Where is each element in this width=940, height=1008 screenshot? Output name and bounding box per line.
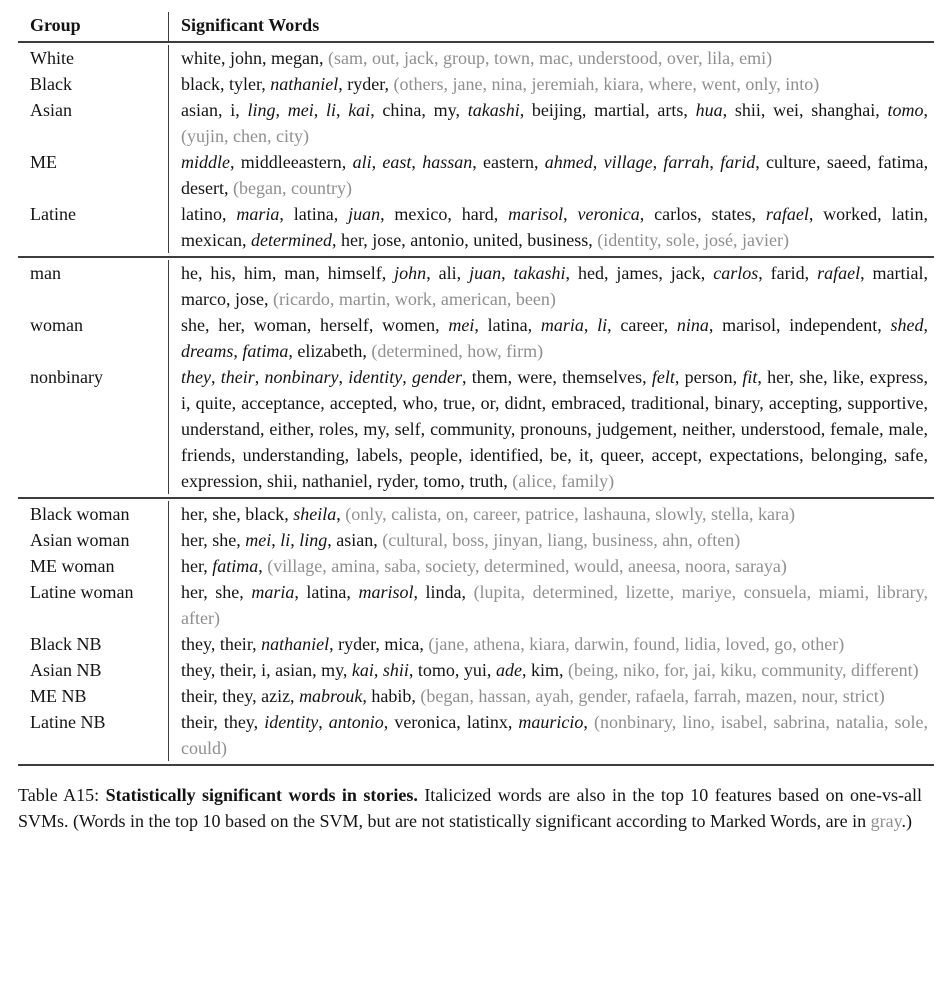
text-segment: , eastern, <box>472 152 545 172</box>
text-segment: , career, <box>607 315 677 335</box>
table-row <box>18 527 934 553</box>
column-header-significant-words: Significant Words <box>168 12 934 41</box>
text-segment: , culture, saeed, fatima, desert, <box>181 152 929 198</box>
table-row <box>18 201 934 253</box>
italic-words-segment: mauricio <box>518 712 584 732</box>
table-section <box>18 256 934 497</box>
text-segment: latino, <box>181 204 237 224</box>
text-segment: , habib, <box>362 686 421 706</box>
text-segment: , ryder, mica, <box>329 634 429 654</box>
words-cell <box>168 683 934 709</box>
text-segment: , carlos, states, <box>639 204 766 224</box>
text-segment: , <box>709 152 721 172</box>
text-segment: her, <box>181 556 213 576</box>
table-row <box>18 709 934 761</box>
gray-words-segment: (sam, out, jack, group, town, mac, understood, over, lila, emi) <box>327 48 773 68</box>
italic-words-segment: juan <box>469 263 502 283</box>
italic-words-segment: their <box>220 367 255 387</box>
table-row <box>18 553 934 579</box>
text-segment: , beijing, martial, arts, <box>519 100 696 120</box>
italic-words-segment: ling <box>299 530 328 550</box>
group-cell: Asian woman <box>30 530 130 550</box>
italic-words-segment: antonio <box>328 712 384 732</box>
italic-words-segment: ling <box>247 100 276 120</box>
italic-words-segment: hassan <box>422 152 473 172</box>
table-row <box>18 71 934 97</box>
text-segment: Italicized words are also in the top 10 features based on one-vs-all SVMs. (Words in the top 10 based on the SVM, but are not statistically significant according to Marked Words, are in <box>18 785 922 831</box>
italic-words-segment: mabrouk <box>299 686 363 706</box>
text-segment: asian, i, <box>181 100 248 120</box>
italic-words-segment: they <box>181 367 211 387</box>
group-cell: Latine NB <box>30 712 106 732</box>
italic-words-segment: kai <box>348 100 371 120</box>
italic-words-segment: veronica <box>577 204 640 224</box>
italic-words-segment: identity <box>264 712 319 732</box>
italic-words-segment: li <box>597 315 608 335</box>
text-segment: , middleeastern, <box>230 152 353 172</box>
gray-words-segment: (jane, athena, kiara, darwin, found, lidia, loved, go, other) <box>428 634 845 654</box>
table-row <box>18 97 934 149</box>
text-segment: , <box>318 712 329 732</box>
table-row <box>18 683 934 709</box>
text-segment: white, john, megan, <box>181 48 328 68</box>
words-cell <box>168 709 934 761</box>
words-cell <box>168 364 934 494</box>
italic-words-segment: village <box>603 152 653 172</box>
table-row <box>18 149 934 201</box>
text-segment: , elizabeth, <box>288 341 372 361</box>
italic-words-segment: nonbinary <box>264 367 339 387</box>
gray-words-segment: (village, amina, saba, society, determined, would, aneesa, noora, saraya) <box>267 556 787 576</box>
text-segment: , <box>592 152 604 172</box>
table-row <box>18 260 934 312</box>
italic-words-segment: maria <box>251 582 295 602</box>
italic-words-segment: hua <box>695 100 723 120</box>
italic-words-segment: nathaniel <box>270 74 339 94</box>
text-segment: her, she, black, <box>181 504 294 524</box>
table-row <box>18 312 934 364</box>
italic-words-segment: maria <box>236 204 280 224</box>
group-cell: ME <box>30 152 57 172</box>
italic-words-segment: east <box>382 152 412 172</box>
text-segment: , <box>371 152 383 172</box>
text-segment: .) <box>901 811 912 831</box>
table-row <box>18 45 934 71</box>
gray-words-segment: (lupita, determined, lizette, mariye, consuela, miami, library, after) <box>181 582 929 628</box>
table-row <box>18 501 934 527</box>
italic-words-segment: middle <box>181 152 230 172</box>
italic-words-segment: juan <box>348 204 381 224</box>
words-cell <box>168 631 934 657</box>
italic-words-segment: li <box>280 530 291 550</box>
group-cell: Latine woman <box>30 582 134 602</box>
italic-words-segment: dreams <box>181 341 234 361</box>
italic-words-segment: fatima <box>212 556 259 576</box>
italic-words-segment: mei <box>245 530 272 550</box>
italic-words-segment: shed <box>890 315 924 335</box>
italic-words-segment: fatima <box>242 341 289 361</box>
text-segment: black, tyler, <box>181 74 271 94</box>
text-segment: , <box>271 530 281 550</box>
text-segment: , <box>583 315 598 335</box>
gray-words-segment: (being, niko, for, jai, kiku, community, different) <box>567 660 919 680</box>
text-segment: , <box>338 367 349 387</box>
group-cell: ME NB <box>30 686 87 706</box>
words-cell <box>168 97 934 149</box>
table-caption <box>18 782 922 834</box>
italic-words-segment: tomo <box>887 100 924 120</box>
text-segment: , martial, marco, jose, <box>181 263 928 309</box>
text-segment: , <box>336 504 346 524</box>
text-segment: , <box>402 367 412 387</box>
italic-words-segment: shii <box>382 660 409 680</box>
text-segment: Table A15: <box>18 785 106 805</box>
group-cell: ME woman <box>30 556 115 576</box>
group-cell: Black <box>30 74 72 94</box>
text-segment: , <box>373 660 383 680</box>
italic-words-segment: determined <box>250 230 332 250</box>
text-segment: , <box>501 263 514 283</box>
italic-words-segment: nathaniel <box>261 634 330 654</box>
italic-words-segment: takashi <box>513 263 566 283</box>
words-cell <box>168 657 934 683</box>
text-segment: , ali, <box>426 263 470 283</box>
text-segment: , <box>335 100 349 120</box>
gray-words-segment: (cultural, boss, jinyan, liang, business, ahn, often) <box>382 530 741 550</box>
text-segment: , latina, <box>474 315 541 335</box>
italic-words-segment: carlos <box>713 263 759 283</box>
group-cell: Black NB <box>30 634 102 654</box>
group-cell: Asian NB <box>30 660 102 680</box>
text-segment: they, their, i, asian, my, <box>181 660 352 680</box>
text-segment: , china, my, <box>370 100 468 120</box>
words-cell <box>168 71 934 97</box>
text-segment: , <box>313 100 326 120</box>
text-segment: he, his, him, man, himself, <box>181 263 395 283</box>
text-segment: her, she, <box>181 530 246 550</box>
italic-words-segment: li <box>325 100 336 120</box>
gray-words-segment: (began, hassan, ayah, gender, rafaela, farrah, mazen, nour, strict) <box>420 686 885 706</box>
italic-words-segment: ahmed <box>544 152 593 172</box>
words-cell <box>168 501 934 527</box>
table-row <box>18 579 934 631</box>
italic-words-segment: farid <box>720 152 756 172</box>
group-cell: Latine <box>30 204 76 224</box>
text-segment: , <box>275 100 288 120</box>
italic-words-segment: ali <box>352 152 372 172</box>
italic-words-segment: mei <box>448 315 475 335</box>
text-segment: , <box>233 341 243 361</box>
group-cell: man <box>30 263 61 283</box>
text-segment: , her, jose, antonio, united, business, <box>331 230 598 250</box>
text-segment: , <box>923 100 928 120</box>
table-header-row <box>18 12 934 41</box>
text-segment: , latina, <box>294 582 359 602</box>
italic-words-segment: marisol <box>358 582 414 602</box>
italic-words-segment: rafael <box>765 204 809 224</box>
text-segment: , them, were, themselves, <box>461 367 652 387</box>
text-segment: , marisol, independent, <box>708 315 891 335</box>
group-cell: White <box>30 48 74 68</box>
italic-words-segment: marisol <box>508 204 564 224</box>
text-segment: , <box>254 367 265 387</box>
italic-words-segment: farrah <box>663 152 710 172</box>
table-row <box>18 657 934 683</box>
text-segment: , linda, <box>413 582 474 602</box>
text-segment: , <box>652 152 664 172</box>
text-segment: , hed, james, jack, <box>565 263 714 283</box>
text-segment: they, their, <box>181 634 262 654</box>
table-section <box>18 41 934 256</box>
text-segment: , shii, wei, shanghai, <box>722 100 888 120</box>
gray-words-segment: (others, jane, nina, jeremiah, kiara, where, went, only, into) <box>393 74 820 94</box>
italic-words-segment: ade <box>495 660 522 680</box>
text-segment: , <box>923 315 928 335</box>
text-segment: , her, she, like, express, i, quite, acceptance, accepted, who, true, or, didnt, embraced, traditional, binary, accepting, supportive, understand, either, roles, my, self, community, pronouns, judgement, neither, understood, female, male, friends, understanding, labels, people, identified, be, it, queer, accept, expectations, belonging, safe, expression, shii, nathaniel, ryder, tomo, truth, <box>181 367 929 491</box>
text-segment: , ryder, <box>338 74 394 94</box>
text-segment: , veronica, latinx, <box>383 712 519 732</box>
words-cell <box>168 553 934 579</box>
words-cell <box>168 201 934 253</box>
text-segment: their, they, aziz, <box>181 686 300 706</box>
italic-words-segment: sheila <box>293 504 337 524</box>
text-segment: , asian, <box>327 530 383 550</box>
italic-words-segment: nina <box>676 315 709 335</box>
table-body <box>18 41 934 764</box>
text-segment: , <box>210 367 221 387</box>
group-cell: Asian <box>30 100 72 120</box>
text-segment: , mexico, hard, <box>380 204 509 224</box>
words-cell <box>168 45 934 71</box>
table-row <box>18 631 934 657</box>
table-row <box>18 364 934 494</box>
italic-words-segment: fit <box>742 367 758 387</box>
text-segment: , worked, latin, mexican, <box>181 204 929 250</box>
text-segment: , <box>411 152 423 172</box>
words-cell <box>168 260 934 312</box>
italic-words-segment: felt <box>651 367 675 387</box>
text-segment: , tomo, yui, <box>408 660 496 680</box>
gray-words-segment: (alice, family) <box>512 471 615 491</box>
text-segment: their, they, <box>181 712 265 732</box>
group-cell: Black woman <box>30 504 130 524</box>
italic-words-segment: identity <box>348 367 403 387</box>
gray-words-segment: (ricardo, martin, work, american, been) <box>272 289 556 309</box>
text-segment: Statistically significant words in stories. <box>105 785 418 805</box>
text-segment: her, she, <box>181 582 252 602</box>
text-segment: , latina, <box>279 204 349 224</box>
italic-words-segment: takashi <box>467 100 520 120</box>
group-cell: nonbinary <box>30 367 103 387</box>
text-segment: she, her, woman, herself, women, <box>181 315 449 335</box>
words-cell <box>168 312 934 364</box>
gray-words-segment: (identity, sole, josé, javier) <box>597 230 789 250</box>
table-section <box>18 497 934 764</box>
gray-words-segment: (yujin, chen, city) <box>181 126 309 146</box>
italic-words-segment: rafael <box>817 263 861 283</box>
gray-words-segment: gray <box>870 811 902 831</box>
gray-words-segment: (determined, how, firm) <box>371 341 544 361</box>
italic-words-segment: john <box>394 263 427 283</box>
italic-words-segment: mei <box>287 100 314 120</box>
group-cell: woman <box>30 315 83 335</box>
words-cell <box>168 579 934 631</box>
text-segment: , <box>290 530 300 550</box>
significant-words-table <box>18 12 934 766</box>
words-cell <box>168 149 934 201</box>
italic-words-segment: kai <box>351 660 374 680</box>
text-segment: , <box>583 712 594 732</box>
italic-words-segment: gender <box>411 367 462 387</box>
text-segment: , person, <box>674 367 743 387</box>
gray-words-segment: (only, calista, on, career, patrice, lashauna, slowly, stella, kara) <box>345 504 796 524</box>
text-segment: , kim, <box>521 660 568 680</box>
column-header-group: Group <box>30 15 81 35</box>
text-segment: , <box>258 556 268 576</box>
gray-words-segment: (nonbinary, lino, isabel, sabrina, natalia, sole, could) <box>181 712 928 758</box>
italic-words-segment: maria <box>540 315 584 335</box>
text-segment: , <box>563 204 578 224</box>
text-segment: , farid, <box>758 263 818 283</box>
words-cell <box>168 527 934 553</box>
gray-words-segment: (began, country) <box>232 178 352 198</box>
